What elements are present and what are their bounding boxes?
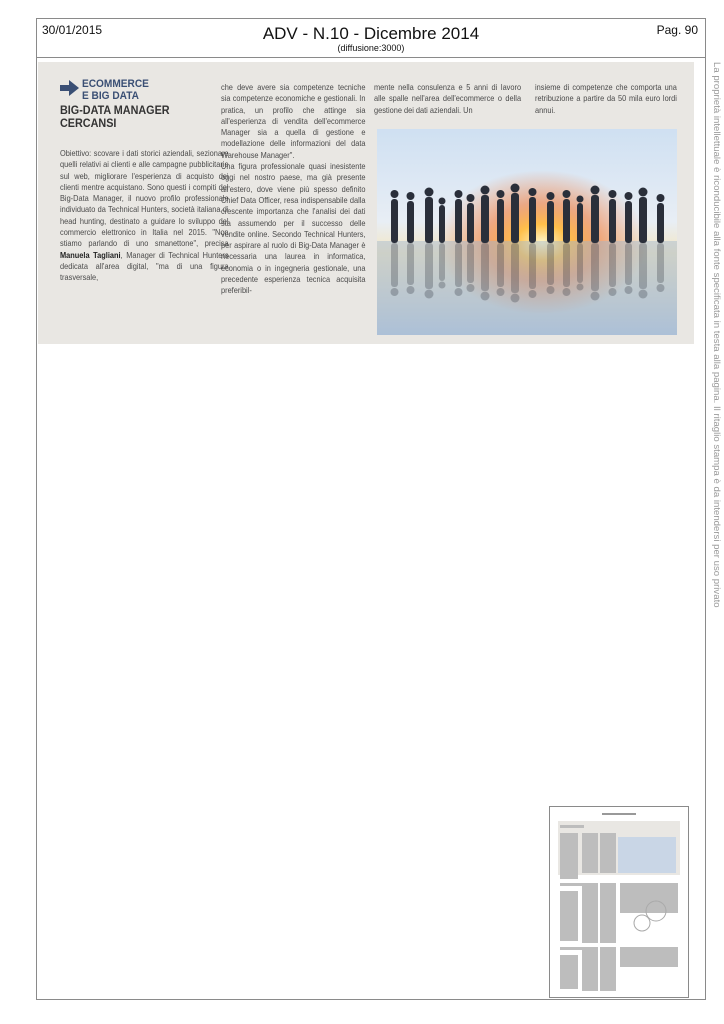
interviewee-name: Manuela Tagliani <box>60 249 121 260</box>
header-publication-title: ADV - N.10 - Dicembre 2014 <box>262 24 480 43</box>
header-page-number: Pag. 90 <box>656 23 698 37</box>
arrow-right-icon <box>60 80 78 96</box>
article-title-line-2: CERCANSI <box>60 116 117 130</box>
copyright-side-note: La proprietà intellettuale è riconducibile alla fonte specificata in testa alla pagina. Il ritaglio stampa è da intendersi per uso privato <box>711 62 722 608</box>
article-title-line-1: BIG-DATA MANAGER <box>60 103 170 117</box>
article-column-2: che deve avere sia competenze tecniche sia competenze economiche e gestionali. In pratica, un profilo che attinge sia all'esperienza di vendita dell'ecommerce Manager sia a quella di gestione e modellazione delle informazioni del data Warehouse Manager". Una figura professionale quasi inesistente oggi nel nostro paese, ma già presente all'estero, dove viene più spesso definito Chief Data Officer, resa indispensabile dalla crescente importanza che l'analisi dei dati sta assumendo per il successo delle vendite online. Secondo Technical Hunters, per aspirare al ruolo di Big-Data Manager è necessaria una laurea in informatica, economia o in ingegneria gestionale, una precedente esperienza tecnica acquisita preferibil- <box>221 82 366 296</box>
page-thumbnail <box>549 806 689 998</box>
column-1-text-a: Obiettivo: scovare i dati storici aziendali, sezionare quelli relativi ai clienti e alle campagne pubblicitarie sul web, migliorare l'esperienza di acquisto dei clienti mentre acquistano. Sono questi i compiti del Big-Data Manager, il nuovo profilo professionale individuato da Technical Hunters, società italiana di head hunting, destinato a guidare lo sviluppo del commercio elettronico in Italia nel 2015. "Non stiamo parlando di uno smanettone", precisa <box>60 148 229 249</box>
article-column-3: mente nella consulenza e 5 anni di lavoro alle spalle nell'area dell'ecommerce o della gestione dei dati aziendali. Un <box>374 82 522 115</box>
column-1-text-b: , Manager di Technical Hunters dedicata all'area digital, "ma di una figura trasversale, <box>60 249 229 283</box>
header-date: 30/01/2015 <box>42 23 103 37</box>
article-title <box>60 104 170 130</box>
article-clipping <box>38 62 694 344</box>
header-diffusion: (diffusione:3000) <box>337 43 405 53</box>
article-kicker-line-1: ECOMMERCE <box>82 78 149 90</box>
article-column-4: insieme di competenze che comporta una retribuzione a partire da 50 mila euro lordi annui. <box>535 82 677 115</box>
article-kicker-line-2: E BIG DATA <box>82 90 139 102</box>
article-column-1 <box>60 148 229 284</box>
business-people-silhouette-photo <box>377 129 677 335</box>
article-kicker <box>82 78 149 102</box>
page-header <box>36 18 706 58</box>
